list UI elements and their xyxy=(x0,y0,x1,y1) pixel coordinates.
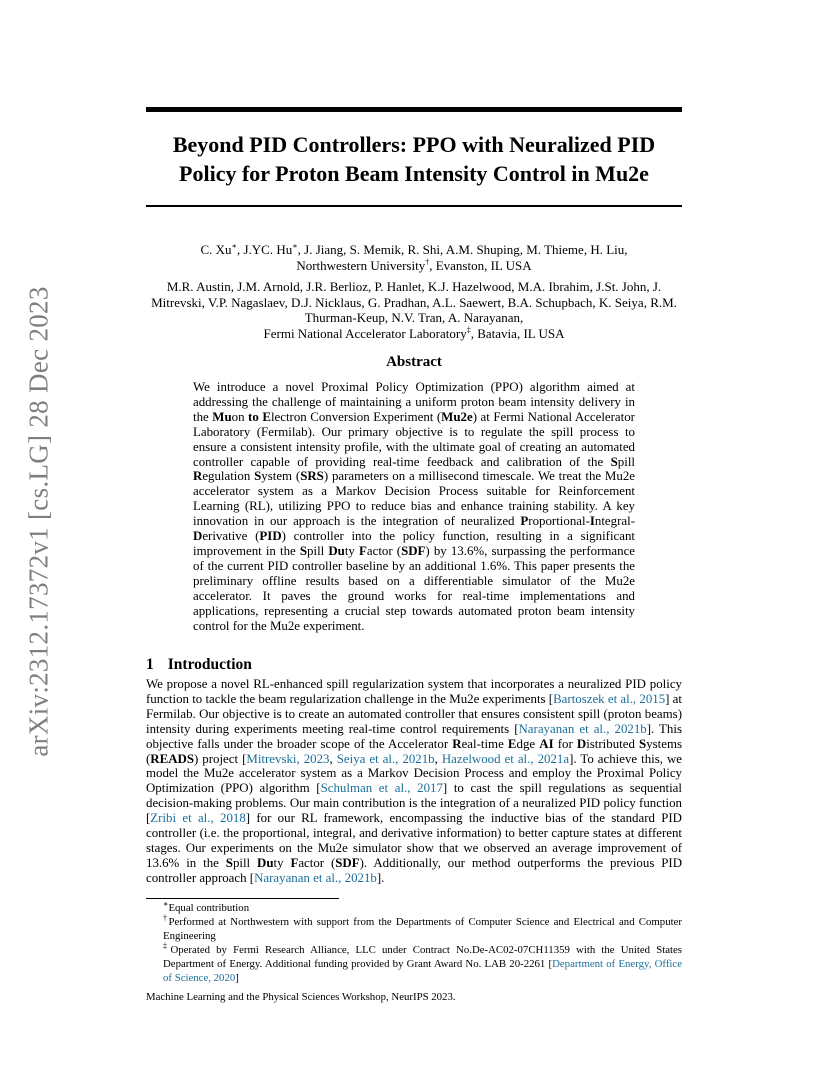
title-rule-top xyxy=(146,107,682,112)
abstract-heading: Abstract xyxy=(386,354,442,370)
venue-note: Machine Learning and the Physical Sciences Workshop, NeurIPS 2023. xyxy=(146,991,456,1003)
citation-link[interactable]: Narayanan et al., 2021b xyxy=(254,870,377,885)
footnote-rule xyxy=(146,898,339,899)
author-block-fermilab: M.R. Austin, J.M. Arnold, J.R. Berlioz, P. Hanlet, K.J. Hazelwood, M.A. Ibrahim, J.St. John, J. Mitrevski, V.P. Nagaslaev, D.J. Nicklaus, G. Pradhan, A.L. Saewert, B.A. Schupbach, K. Seiya, R.M. Thurman-Keup, N.V. Tran, A. Narayanan, Fermi National Accelerator Laboratory‡, Batavia, IL USA xyxy=(151,279,677,341)
footnote-equal-contribution: ∗Equal contribution xyxy=(163,899,250,914)
citation-link[interactable]: Zribi et al., 2018 xyxy=(150,811,246,826)
footnotes xyxy=(146,899,682,985)
citation-link[interactable]: Hazelwood et al., 2021a xyxy=(441,751,570,766)
affiliation-northwestern: Northwestern University xyxy=(296,257,426,273)
title-line-2: Policy for Proton Beam Intensity Control in Mu2e xyxy=(179,161,649,186)
abstract-text: We introduce a novel Proximal Policy Optimization (PPO) algorithm aimed at addressing the challenge of maintaining a uniform proton beam intensity delivery in the Muon to Electron Conversion Experiment (Mu2e) at Fermi National Accelerator Laboratory (Fermilab). Our primary objective is to regulate the spill process to ensure a consistent intensity profile, with the ultimate goal of creating an automated controller capable of providing real-time feedback and calibration of the Spill Regulation System (SRS) parameters on a millisecond timescale. We treat the Mu2e accelerator system as a Markov Decision Process suitable for Reinforcement Learning (RL), utilizing PPO to reduce bias and enhance training stability. A key innovation in our approach is the integration of neuralized Proportional-Integral-Derivative (PID) controller into the policy function, resulting in a significant improvement in the Spill Duty Factor (SDF) by 13.6%, surpassing the performance of the current PID controller baseline by an additional 1.6%. This paper presents the preliminary offline results based on a differentiable simulator of the Mu2e accelerator. It paves the ground works for real-time implementations and applications, representing a crucial step towards automated proton beam intensity control for the Mu2e experiment. xyxy=(193,380,636,633)
title-line-1: Beyond PID Controllers: PPO with Neuralized PID xyxy=(172,132,656,157)
citation-link[interactable]: Narayanan et al., 2021b xyxy=(518,721,647,736)
citation-link[interactable]: Department of Energy, Office of Science, 2020 xyxy=(163,957,682,984)
citation-link[interactable]: Schulman et al., 2017 xyxy=(320,781,443,796)
section-heading-introduction xyxy=(146,656,252,674)
citation-link[interactable]: Seiya et al., 2021b xyxy=(336,751,435,766)
section-number: 1 xyxy=(146,656,154,673)
footnote-northwestern: †Performed at Northwestern with support from the Departments of Computer Science and Electrical and Computer Engineering xyxy=(163,913,682,942)
paper-title xyxy=(146,130,682,188)
section-title: Introduction xyxy=(167,656,252,673)
citation-link[interactable]: Bartoszek et al., 2015 xyxy=(553,691,666,706)
arxiv-side-stamp xyxy=(23,282,54,760)
title-rule-bottom xyxy=(146,205,682,207)
citation-link[interactable]: Mitrevski, 2023 xyxy=(246,751,330,766)
affiliation-fermilab: Fermi National Accelerator Laboratory xyxy=(263,325,467,341)
introduction-text: We propose a novel RL-enhanced spill regularization system that incorporates a neuralized PID policy function to tackle the beam regularization challenge in the Mu2e experiments [Bartoszek et al., 2015] at Fermilab. Our objective is to create an automated controller that ensures consistent spill (proton beams) intensity during experiments meeting real-time control requirements [Narayanan et al., 2021b]. This objective falls under the broader scope of the Accelerator Real-time Edge AI for Distributed Systems (READS) project [Mitrevski, 2023, Seiya et al., 2021b, Hazelwood et al., 2021a]. To achieve this, we model the Mu2e accelerator system as a Markov Decision Process and employ the Proximal Policy Optimization (PPO) algorithm [Schulman et al., 2017] to cast the spill regulations as sequential decision-making problems. Our main contribution is the integration of a neuralized PID policy function [Zribi et al., 2018] for our RL framework, encompassing the inductive bias of the standard PID controller (i.e. the proportional, integral, and derivative information) to better capture states at different stages. Our experiments on the Mu2e simulator show that we observed an average improvement of 13.6% in the Spill Duty Factor (SDF). Additionally, our method outperforms the previous PID controller approach [Narayanan et al., 2021b]. xyxy=(146,677,683,885)
author-block-northwestern: C. Xu∗, J.YC. Hu∗, J. Jiang, S. Memik, R. Shi, A.M. Shuping, M. Thieme, H. Liu, Northwestern University†, Evanston, IL USA xyxy=(200,241,628,273)
arxiv-identifier: arXiv:2312.17372v1 [cs.LG] 28 Dec 2023 xyxy=(23,285,54,757)
footnote-fermilab: ‡Operated by Fermi Research Alliance, LLC under Contract No.De-AC02-07CH11359 with the United States Department of Energy. Additional funding provided by Grant Award No. LAB 20-2261 [Department of Energy, Office of Science, 2020] xyxy=(163,941,682,984)
